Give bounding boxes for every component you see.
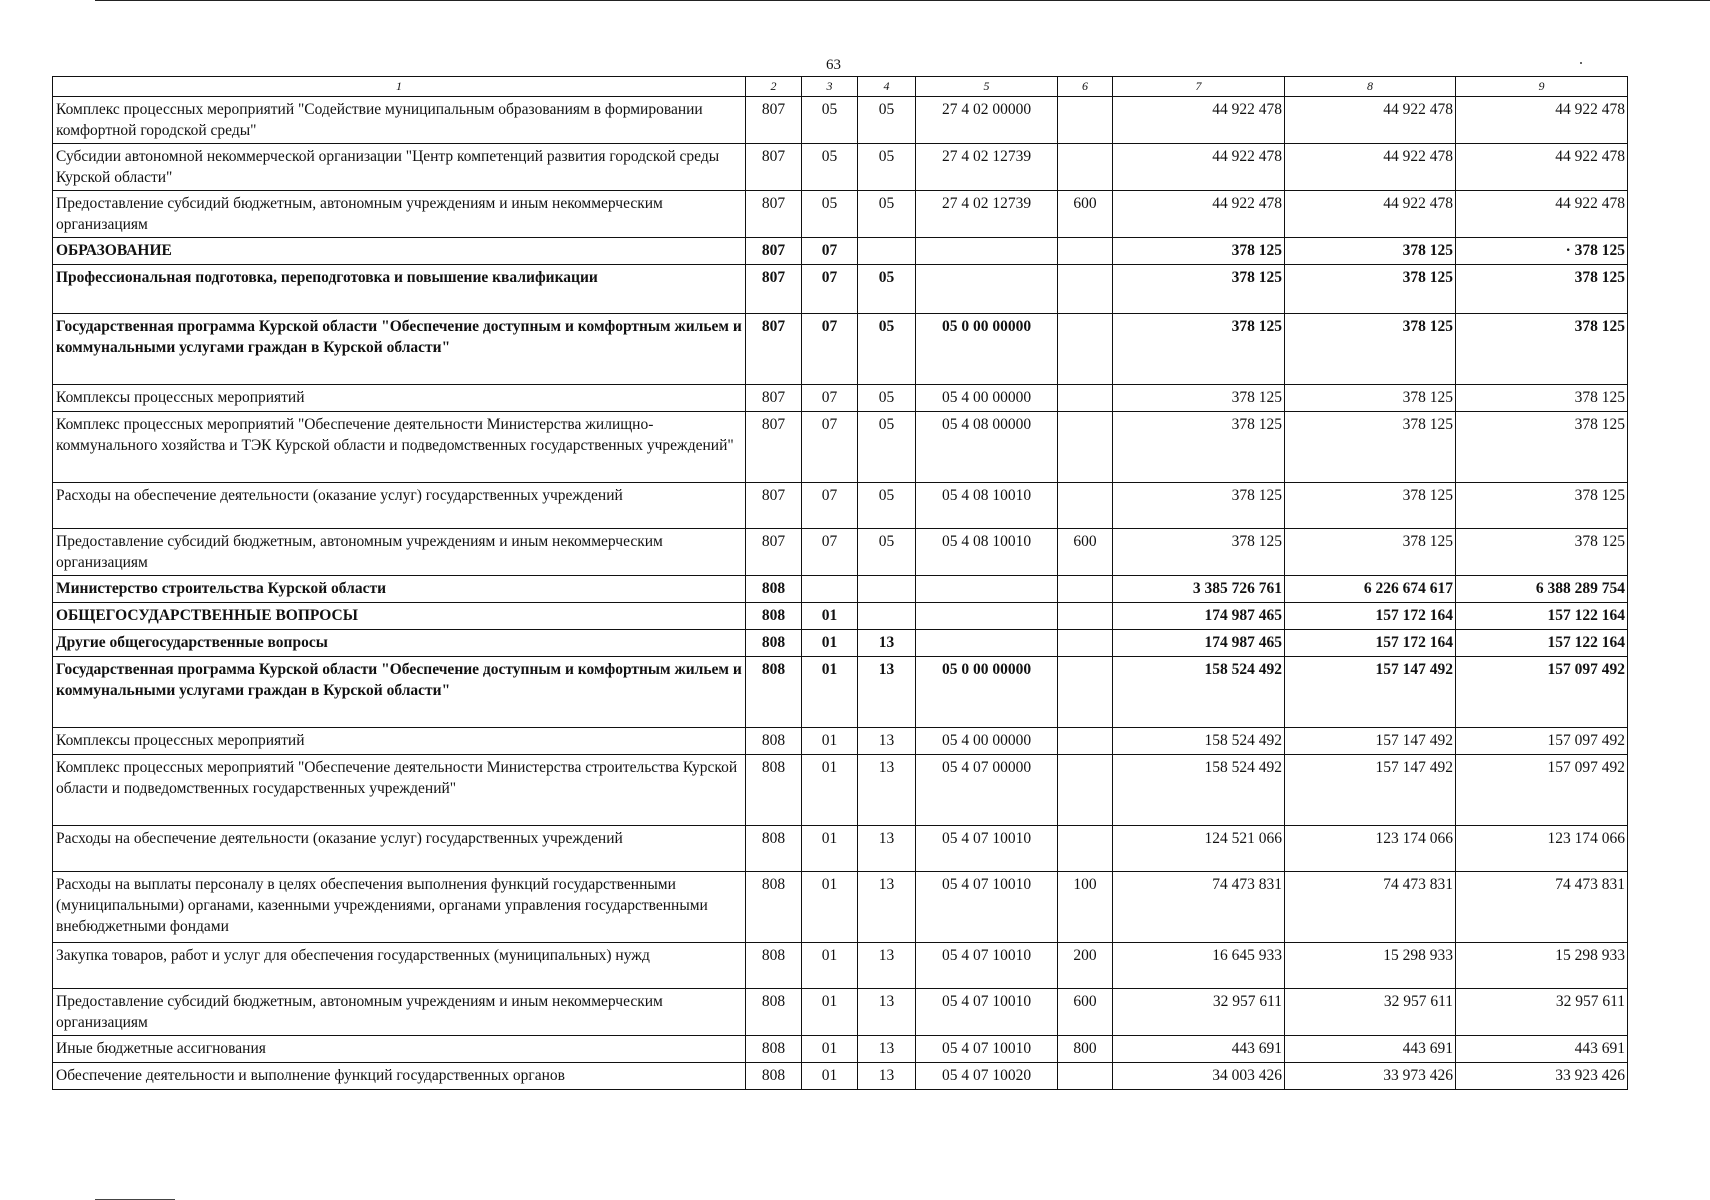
expense-type-code [1058,755,1113,826]
amount-col-9: 157 122 164 [1456,630,1628,657]
expense-type-code [1058,657,1113,728]
table-row [53,1063,1628,1090]
column-header: 2 [746,77,802,97]
section-code: 07 [802,265,858,314]
amount-col-7: 44 922 478 [1113,191,1285,238]
amount-col-8: 44 922 478 [1285,191,1456,238]
amount-col-7: 378 125 [1113,412,1285,483]
target-article-code: 27 4 02 12739 [916,191,1058,238]
row-description: Субсидии автономной некоммерческой организации "Центр компетенций развития городской среды Курской области" [53,144,746,191]
target-article-code [916,630,1058,657]
row-description: Предоставление субсидий бюджетным, автономным учреждениям и иным некоммерческим организациям [53,989,746,1036]
chapter-code: 808 [746,872,802,943]
column-header: 8 [1285,77,1456,97]
amount-col-9: 157 122 164 [1456,603,1628,630]
row-description: ОБРАЗОВАНИЕ [53,238,746,265]
subsection-code: 05 [858,529,916,576]
row-description: Расходы на обеспечение деятельности (оказание услуг) государственных учреждений [53,483,746,529]
section-code: 01 [802,657,858,728]
target-article-code [916,576,1058,603]
subsection-code: 05 [858,265,916,314]
section-code: 01 [802,989,858,1036]
column-header: 6 [1058,77,1113,97]
amount-col-7: 378 125 [1113,314,1285,385]
chapter-code: 807 [746,385,802,412]
table-row [53,872,1628,943]
chapter-code: 807 [746,265,802,314]
row-description: Комплексы процессных мероприятий [53,385,746,412]
table-row [53,1036,1628,1063]
table-row [53,314,1628,385]
amount-col-7: 158 524 492 [1113,657,1285,728]
chapter-code: 808 [746,943,802,989]
row-description: ОБЩЕГОСУДАРСТВЕННЫЕ ВОПРОСЫ [53,603,746,630]
target-article-code: 05 0 00 00000 [916,314,1058,385]
chapter-code: 808 [746,603,802,630]
table-row [53,728,1628,755]
expense-type-code [1058,144,1113,191]
column-header: 1 [53,77,746,97]
table-row [53,385,1628,412]
expense-type-code [1058,576,1113,603]
chapter-code: 808 [746,576,802,603]
amount-col-8: 378 125 [1285,483,1456,529]
expense-type-code [1058,1063,1113,1090]
chapter-code: 807 [746,97,802,144]
expense-type-code: 800 [1058,1036,1113,1063]
amount-col-8: 378 125 [1285,412,1456,483]
expense-type-code [1058,385,1113,412]
chapter-code: 807 [746,144,802,191]
amount-col-8: 44 922 478 [1285,144,1456,191]
expense-type-code [1058,826,1113,872]
subsection-code: 13 [858,1036,916,1063]
target-article-code: 05 4 07 10010 [916,826,1058,872]
amount-col-9: 378 125 [1456,483,1628,529]
amount-col-7: 158 524 492 [1113,755,1285,826]
section-code: 01 [802,728,858,755]
page-number: 63 [826,57,841,73]
section-code: 01 [802,1063,858,1090]
target-article-code: 05 4 08 10010 [916,483,1058,529]
amount-col-7: 16 645 933 [1113,943,1285,989]
table-row [53,755,1628,826]
amount-col-9: · 378 125 [1456,238,1628,265]
chapter-code: 808 [746,989,802,1036]
amount-col-8: 378 125 [1285,314,1456,385]
amount-col-8: 443 691 [1285,1036,1456,1063]
target-article-code [916,238,1058,265]
amount-col-8: 123 174 066 [1285,826,1456,872]
amount-col-7: 443 691 [1113,1036,1285,1063]
row-description: Обеспечение деятельности и выполнение функций государственных органов [53,1063,746,1090]
row-description: Профессиональная подготовка, переподготовка и повышение квалификации [53,265,746,314]
table-row [53,412,1628,483]
chapter-code: 808 [746,1063,802,1090]
row-description: Расходы на обеспечение деятельности (оказание услуг) государственных учреждений [53,826,746,872]
amount-col-9: 6 388 289 754 [1456,576,1628,603]
amount-col-8: 157 147 492 [1285,728,1456,755]
table-row [53,265,1628,314]
amount-col-7: 174 987 465 [1113,630,1285,657]
expense-type-code: 600 [1058,989,1113,1036]
amount-col-8: 6 226 674 617 [1285,576,1456,603]
amount-col-9: 33 923 426 [1456,1063,1628,1090]
amount-col-8: 32 957 611 [1285,989,1456,1036]
expense-type-code [1058,238,1113,265]
amount-col-9: 32 957 611 [1456,989,1628,1036]
table-row [53,576,1628,603]
amount-col-7: 44 922 478 [1113,97,1285,144]
amount-col-9: 378 125 [1456,265,1628,314]
table-row [53,657,1628,728]
section-code: 01 [802,826,858,872]
amount-col-7: 34 003 426 [1113,1063,1285,1090]
section-code: 05 [802,97,858,144]
row-description: Другие общегосударственные вопросы [53,630,746,657]
row-description: Предоставление субсидий бюджетным, автономным учреждениям и иным некоммерческим организациям [53,529,746,576]
amount-col-8: 44 922 478 [1285,97,1456,144]
amount-col-7: 158 524 492 [1113,728,1285,755]
chapter-code: 807 [746,191,802,238]
scan-speck [1580,62,1582,64]
chapter-code: 808 [746,630,802,657]
amount-col-8: 33 973 426 [1285,1063,1456,1090]
column-header: 7 [1113,77,1285,97]
amount-col-8: 378 125 [1285,385,1456,412]
subsection-code: 13 [858,989,916,1036]
table-row [53,826,1628,872]
amount-col-8: 157 172 164 [1285,603,1456,630]
amount-col-8: 157 172 164 [1285,630,1456,657]
table-row [53,191,1628,238]
expense-type-code: 200 [1058,943,1113,989]
subsection-code: 05 [858,191,916,238]
subsection-code: 13 [858,728,916,755]
amount-col-9: 44 922 478 [1456,144,1628,191]
subsection-code: 13 [858,1063,916,1090]
expense-type-code [1058,97,1113,144]
amount-col-7: 74 473 831 [1113,872,1285,943]
subsection-code: 05 [858,385,916,412]
chapter-code: 807 [746,412,802,483]
amount-col-9: 15 298 933 [1456,943,1628,989]
target-article-code: 05 4 07 10010 [916,943,1058,989]
expense-type-code [1058,314,1113,385]
column-header: 9 [1456,77,1628,97]
amount-col-9: 74 473 831 [1456,872,1628,943]
subsection-code [858,603,916,630]
section-code: 07 [802,238,858,265]
column-header: 5 [916,77,1058,97]
chapter-code: 807 [746,314,802,385]
target-article-code: 05 4 08 10010 [916,529,1058,576]
table-row [53,144,1628,191]
amount-col-7: 3 385 726 761 [1113,576,1285,603]
top-rule [95,0,1710,1]
subsection-code: 13 [858,630,916,657]
section-code: 01 [802,630,858,657]
row-description: Государственная программа Курской области "Обеспечение доступным и комфортным жильем и коммунальными услугами граждан в Курской области" [53,314,746,385]
table-row [53,97,1628,144]
chapter-code: 808 [746,1036,802,1063]
target-article-code: 05 4 00 00000 [916,728,1058,755]
row-description: Иные бюджетные ассигнования [53,1036,746,1063]
subsection-code: 13 [858,657,916,728]
chapter-code: 808 [746,826,802,872]
amount-col-8: 74 473 831 [1285,872,1456,943]
subsection-code: 13 [858,826,916,872]
amount-col-7: 32 957 611 [1113,989,1285,1036]
amount-col-7: 378 125 [1113,483,1285,529]
amount-col-8: 378 125 [1285,238,1456,265]
subsection-code [858,238,916,265]
amount-col-7: 44 922 478 [1113,144,1285,191]
amount-col-8: 157 147 492 [1285,657,1456,728]
subsection-code [858,576,916,603]
section-code: 01 [802,1036,858,1063]
amount-col-9: 157 097 492 [1456,657,1628,728]
amount-col-9: 443 691 [1456,1036,1628,1063]
subsection-code: 13 [858,943,916,989]
expense-type-code [1058,603,1113,630]
table-row [53,529,1628,576]
row-description: Расходы на выплаты персоналу в целях обеспечения выполнения функций государственными (муниципальными) органами, казенными учреждениями, органами управления государственными внебюджетными фондами [53,872,746,943]
target-article-code: 05 4 07 10020 [916,1063,1058,1090]
target-article-code: 05 4 00 00000 [916,385,1058,412]
section-code: 07 [802,385,858,412]
chapter-code: 808 [746,657,802,728]
subsection-code: 05 [858,314,916,385]
table-row [53,943,1628,989]
amount-col-9: 157 097 492 [1456,728,1628,755]
amount-col-9: 44 922 478 [1456,97,1628,144]
target-article-code: 05 4 07 10010 [916,1036,1058,1063]
row-description: Государственная программа Курской области "Обеспечение доступным и комфортным жильем и коммунальными услугами граждан в Курской области" [53,657,746,728]
chapter-code: 808 [746,728,802,755]
subsection-code: 13 [858,872,916,943]
subsection-code: 05 [858,483,916,529]
amount-col-8: 157 147 492 [1285,755,1456,826]
target-article-code: 27 4 02 12739 [916,144,1058,191]
table-row [53,603,1628,630]
section-code: 07 [802,529,858,576]
target-article-code: 05 4 08 00000 [916,412,1058,483]
target-article-code [916,265,1058,314]
amount-col-9: 123 174 066 [1456,826,1628,872]
target-article-code: 05 4 07 00000 [916,755,1058,826]
target-article-code: 05 0 00 00000 [916,657,1058,728]
target-article-code: 05 4 07 10010 [916,872,1058,943]
budget-table [52,76,1628,1090]
amount-col-8: 378 125 [1285,265,1456,314]
row-description: Комплекс процессных мероприятий "Содействие муниципальным образованиям в формировании комфортной городской среды" [53,97,746,144]
amount-col-7: 378 125 [1113,238,1285,265]
amount-col-9: 378 125 [1456,529,1628,576]
expense-type-code [1058,630,1113,657]
section-code: 07 [802,412,858,483]
section-code [802,576,858,603]
expense-type-code: 600 [1058,191,1113,238]
chapter-code: 807 [746,238,802,265]
subsection-code: 05 [858,97,916,144]
target-article-code [916,603,1058,630]
expense-type-code: 100 [1058,872,1113,943]
target-article-code: 05 4 07 10010 [916,989,1058,1036]
target-article-code: 27 4 02 00000 [916,97,1058,144]
row-description: Закупка товаров, работ и услуг для обеспечения государственных (муниципальных) нужд [53,943,746,989]
section-code: 07 [802,314,858,385]
amount-col-9: 378 125 [1456,412,1628,483]
column-number-row [53,77,1628,97]
column-header: 3 [802,77,858,97]
section-code: 07 [802,483,858,529]
row-description: Комплексы процессных мероприятий [53,728,746,755]
expense-type-code [1058,265,1113,314]
table-row [53,483,1628,529]
expense-type-code [1058,728,1113,755]
table-row [53,630,1628,657]
column-header: 4 [858,77,916,97]
amount-col-9: 157 097 492 [1456,755,1628,826]
amount-col-7: 174 987 465 [1113,603,1285,630]
section-code: 05 [802,191,858,238]
chapter-code: 807 [746,483,802,529]
section-code: 01 [802,872,858,943]
section-code: 01 [802,755,858,826]
row-description: Министерство строительства Курской области [53,576,746,603]
chapter-code: 808 [746,755,802,826]
amount-col-9: 378 125 [1456,385,1628,412]
amount-col-8: 378 125 [1285,529,1456,576]
chapter-code: 807 [746,529,802,576]
expense-type-code: 600 [1058,529,1113,576]
amount-col-7: 124 521 066 [1113,826,1285,872]
row-description: Комплекс процессных мероприятий "Обеспечение деятельности Министерства жилищно-коммунального хозяйства и ТЭК Курской области и подведомственных государственных учреждений" [53,412,746,483]
row-description: Предоставление субсидий бюджетным, автономным учреждениям и иным некоммерческим организациям [53,191,746,238]
amount-col-8: 15 298 933 [1285,943,1456,989]
amount-col-9: 378 125 [1456,314,1628,385]
subsection-code: 05 [858,144,916,191]
table-row [53,238,1628,265]
table-row [53,989,1628,1036]
section-code: 05 [802,144,858,191]
section-code: 01 [802,943,858,989]
subsection-code: 05 [858,412,916,483]
amount-col-7: 378 125 [1113,385,1285,412]
expense-type-code [1058,412,1113,483]
amount-col-9: 44 922 478 [1456,191,1628,238]
row-description: Комплекс процессных мероприятий "Обеспечение деятельности Министерства строительства Курской области и подведомственных государственных учреждений" [53,755,746,826]
subsection-code: 13 [858,755,916,826]
section-code: 01 [802,603,858,630]
expense-type-code [1058,483,1113,529]
amount-col-7: 378 125 [1113,265,1285,314]
amount-col-7: 378 125 [1113,529,1285,576]
